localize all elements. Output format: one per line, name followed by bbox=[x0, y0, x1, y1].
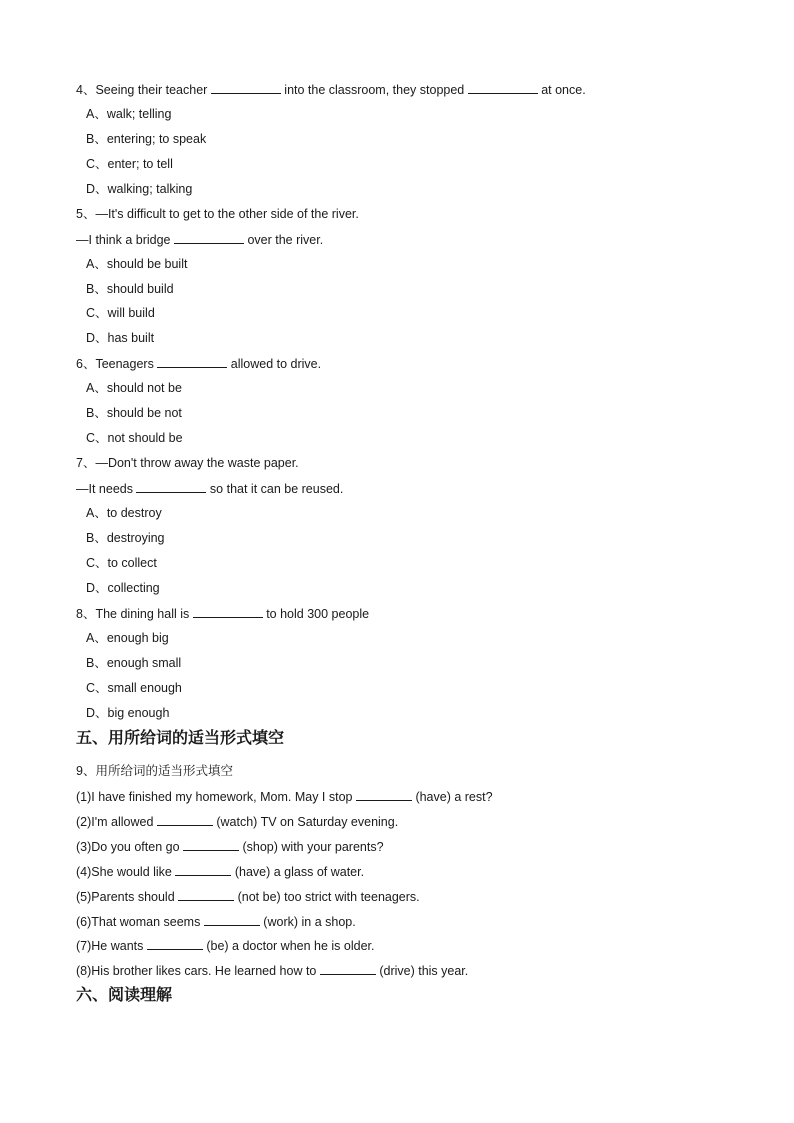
fill-item-1 bbox=[76, 788, 493, 805]
answer-blank bbox=[175, 863, 231, 876]
fill-item-text-pre: (4)She would like bbox=[76, 865, 176, 879]
answer-blank bbox=[356, 788, 412, 801]
q7-text-post: so that it can be reused. bbox=[206, 482, 344, 496]
answer-blank bbox=[204, 913, 260, 926]
q7-option-a: A、to destroy bbox=[86, 506, 162, 520]
fill-item-text-pre: (7)He wants bbox=[76, 939, 147, 953]
question-4-stem bbox=[76, 81, 586, 98]
fill-item-text-post: (not be) too strict with teenagers. bbox=[234, 890, 420, 904]
answer-blank bbox=[183, 838, 239, 851]
question-8-stem bbox=[76, 605, 369, 622]
q4-text-mid: into the classroom, they stopped bbox=[280, 83, 468, 97]
q4-option-b: B、entering; to speak bbox=[86, 132, 207, 146]
q8-option-a: A、enough big bbox=[86, 631, 169, 645]
fill-item-text-post: (be) a doctor when he is older. bbox=[202, 939, 375, 953]
q8-text-post: to hold 300 people bbox=[262, 607, 370, 621]
q5-option-b: B、should build bbox=[86, 282, 174, 296]
question-5-response bbox=[76, 231, 323, 248]
q8-text-pre: 8、The dining hall is bbox=[76, 607, 193, 621]
fill-item-8 bbox=[76, 962, 468, 979]
q5-text-post: over the river. bbox=[243, 233, 324, 247]
answer-blank bbox=[320, 962, 376, 975]
fill-item-text-pre: (1)I have finished my homework, Mom. May I stop bbox=[76, 790, 356, 804]
fill-item-text-pre: (6)That woman seems bbox=[76, 915, 204, 929]
fill-item-text-post: (have) a rest? bbox=[411, 790, 493, 804]
q7-option-c: C、to collect bbox=[86, 556, 157, 570]
q5-option-d: D、has built bbox=[86, 331, 155, 345]
fill-item-text-post: (have) a glass of water. bbox=[231, 865, 365, 879]
q7-option-b: B、destroying bbox=[86, 531, 165, 545]
q6-option-b: B、should be not bbox=[86, 406, 182, 420]
fill-item-3 bbox=[76, 838, 384, 855]
q5-option-c: C、will build bbox=[86, 306, 155, 320]
q4-text-pre: 4、Seeing their teacher bbox=[76, 83, 211, 97]
answer-blank bbox=[157, 813, 213, 826]
answer-blank bbox=[193, 605, 263, 618]
question-6-stem bbox=[76, 355, 321, 372]
fill-item-2 bbox=[76, 813, 398, 830]
answer-blank bbox=[147, 937, 203, 950]
fill-item-text-pre: (2)I'm allowed bbox=[76, 815, 157, 829]
answer-blank bbox=[157, 355, 227, 368]
q7-option-d: D、collecting bbox=[86, 581, 160, 595]
q8-option-d: D、big enough bbox=[86, 706, 170, 720]
q8-option-b: B、enough small bbox=[86, 656, 182, 670]
fill-item-text-post: (shop) with your parents? bbox=[239, 840, 384, 854]
q4-option-d: D、walking; talking bbox=[86, 182, 193, 196]
answer-blank bbox=[468, 81, 538, 94]
question-5-stem: 5、—It's difficult to get to the other side of the river. bbox=[76, 207, 359, 221]
q6-option-c: C、not should be bbox=[86, 431, 183, 445]
q4-option-c: C、enter; to tell bbox=[86, 157, 173, 171]
fill-item-5 bbox=[76, 888, 420, 905]
fill-item-text-pre: (3)Do you often go bbox=[76, 840, 184, 854]
q8-option-c: C、small enough bbox=[86, 681, 182, 695]
answer-blank bbox=[136, 480, 206, 493]
question-7-response bbox=[76, 480, 343, 497]
question-9-title: 9、用所给词的适当形式填空 bbox=[76, 764, 233, 778]
answer-blank bbox=[178, 888, 234, 901]
question-7-stem: 7、—Don't throw away the waste paper. bbox=[76, 456, 299, 470]
q5-text-pre: —I think a bridge bbox=[76, 233, 174, 247]
answer-blank bbox=[211, 81, 281, 94]
fill-item-6 bbox=[76, 913, 356, 930]
fill-item-text-post: (work) in a shop. bbox=[259, 915, 356, 929]
fill-item-text-post: (watch) TV on Saturday evening. bbox=[212, 815, 399, 829]
fill-item-text-post: (drive) this year. bbox=[375, 964, 469, 978]
fill-item-4 bbox=[76, 863, 364, 880]
section-5-heading: 五、用所给词的适当形式填空 bbox=[76, 728, 285, 747]
section-6-heading: 六、阅读理解 bbox=[76, 985, 173, 1004]
q4-option-a: A、walk; telling bbox=[86, 107, 172, 121]
q7-text-pre: —It needs bbox=[76, 482, 137, 496]
answer-blank bbox=[174, 231, 244, 244]
q4-text-post: at once. bbox=[537, 83, 586, 97]
fill-item-text-pre: (5)Parents should bbox=[76, 890, 179, 904]
q6-option-a: A、should not be bbox=[86, 381, 182, 395]
q5-option-a: A、should be built bbox=[86, 257, 188, 271]
q6-text-pre: 6、Teenagers bbox=[76, 357, 158, 371]
fill-item-7 bbox=[76, 937, 374, 954]
q6-text-post: allowed to drive. bbox=[227, 357, 322, 371]
fill-item-text-pre: (8)His brother likes cars. He learned how to bbox=[76, 964, 320, 978]
